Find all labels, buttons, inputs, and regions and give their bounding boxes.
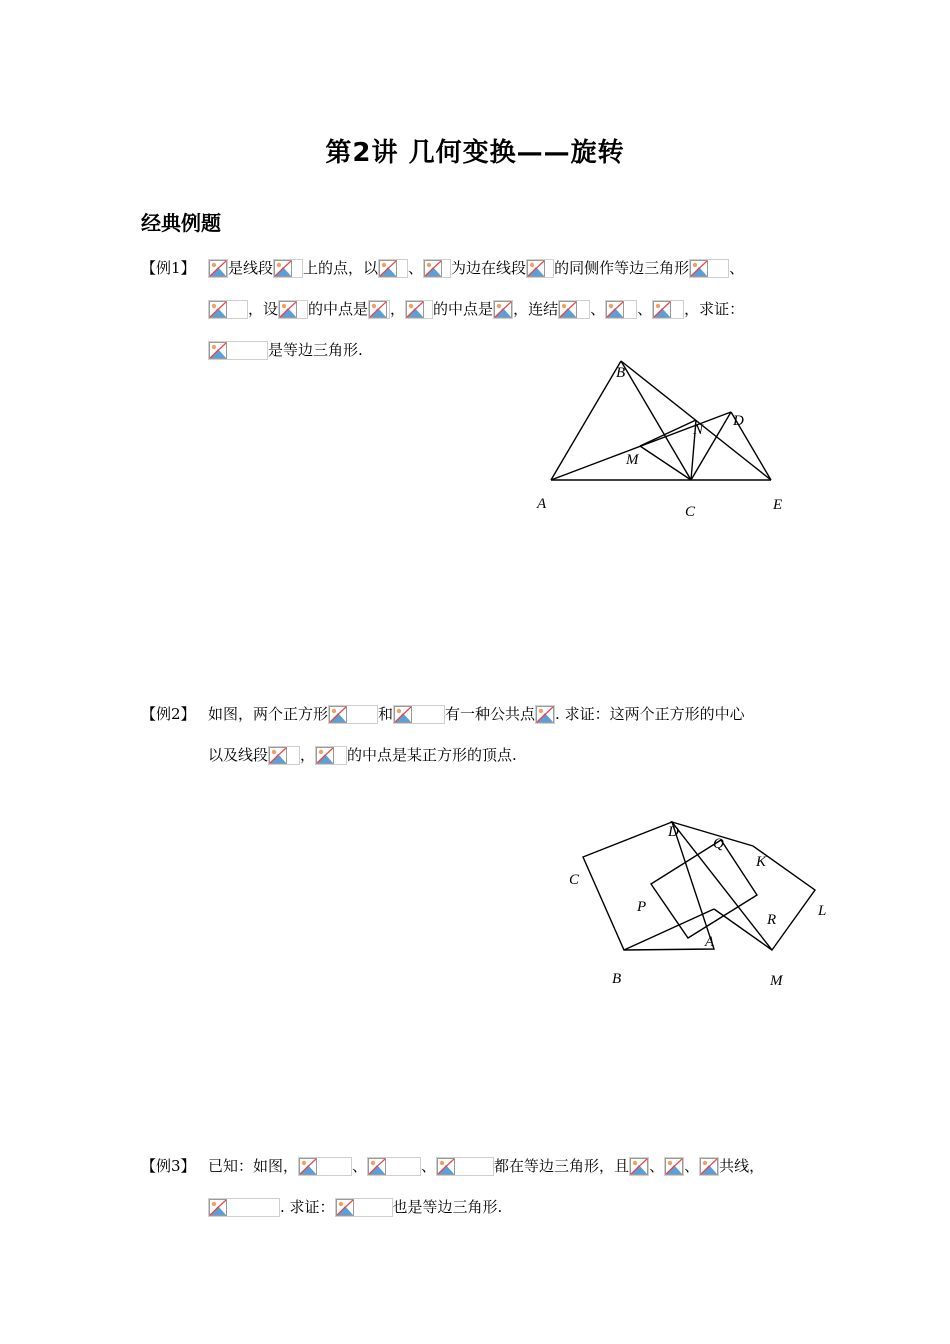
image-placeholder [699, 1157, 719, 1176]
label-B: B [612, 971, 622, 987]
text-run: 、 [421, 1157, 437, 1175]
label-R: R [767, 912, 777, 928]
segment-AM [714, 909, 772, 950]
image-placeholder [535, 705, 555, 724]
image-placeholder [208, 300, 248, 319]
image-placeholder [335, 1198, 393, 1217]
image-placeholder [278, 300, 308, 319]
image-placeholder [689, 259, 729, 278]
broken-image-icon [269, 747, 287, 764]
label-N: N [693, 422, 704, 438]
label-C: C [569, 872, 580, 888]
image-placeholder [605, 300, 637, 319]
label-Q: Q [713, 836, 724, 852]
broken-image-icon [653, 301, 671, 318]
example-1-line-2 [208, 298, 744, 320]
broken-image-icon [424, 260, 442, 277]
label-M: M [626, 452, 639, 468]
text-run: 是等边三角形. [268, 341, 363, 359]
example-2-line-1 [208, 703, 745, 725]
text-run: 如图，两个正方形 [208, 705, 329, 723]
label-M: M [770, 973, 783, 989]
text-run: 、 [352, 1157, 368, 1175]
label-D: D [668, 824, 679, 840]
broken-image-icon [209, 1199, 227, 1216]
text-run: 的同侧作等边三角形 [554, 259, 690, 277]
label-P: P [637, 899, 647, 915]
image-placeholder [208, 341, 268, 360]
broken-image-icon [700, 1158, 718, 1175]
image-placeholder [328, 705, 378, 724]
image-placeholder [405, 300, 433, 319]
example-2-figure [560, 810, 840, 995]
broken-image-icon [336, 1199, 354, 1216]
text-run: 、 [408, 259, 424, 277]
image-placeholder [378, 259, 408, 278]
image-placeholder [652, 300, 684, 319]
text-run: 也是等边三角形. [392, 1198, 503, 1216]
label-C: C [685, 504, 696, 520]
text-run: 已知：如图， [208, 1157, 299, 1175]
broken-image-icon [559, 301, 577, 318]
image-placeholder [208, 1198, 280, 1217]
text-run: 的中点是 [308, 300, 369, 318]
text-run: 、 [649, 1157, 665, 1175]
text-run: 为边在线段 [451, 259, 527, 277]
text-run: 、 [729, 259, 745, 277]
broken-image-icon [630, 1158, 648, 1175]
square-ABCD [583, 822, 714, 950]
text-run: 和 [378, 705, 394, 723]
text-run: 是线段 [228, 259, 274, 277]
broken-image-icon [494, 301, 512, 318]
broken-image-icon [329, 706, 347, 723]
broken-image-icon [606, 301, 624, 318]
text-run: 、 [590, 300, 606, 318]
label-L: L [818, 903, 827, 919]
broken-image-icon [274, 260, 292, 277]
label-E: E [773, 497, 783, 513]
example-2-tag: 【例2】 [141, 705, 196, 723]
label-A: A [705, 934, 715, 950]
broken-image-icon [406, 301, 424, 318]
example-1-figure [520, 350, 820, 530]
text-run: . 求证：这两个正方形的中心 [555, 705, 745, 723]
broken-image-icon [665, 1158, 683, 1175]
broken-image-icon [368, 1158, 386, 1175]
broken-image-icon [316, 747, 334, 764]
segment-MC [640, 446, 691, 480]
image-placeholder [273, 259, 303, 278]
text-run: 的中点是 [433, 300, 494, 318]
broken-image-icon [536, 706, 554, 723]
image-placeholder [526, 259, 554, 278]
broken-image-icon [369, 301, 387, 318]
text-run: 、 [684, 1157, 700, 1175]
broken-image-icon [690, 260, 708, 277]
example-1-tag: 【例1】 [141, 259, 196, 277]
image-placeholder [436, 1157, 494, 1176]
text-run: 有一种公共点 [445, 705, 536, 723]
image-placeholder [208, 259, 228, 278]
example-3-line-1 [208, 1155, 764, 1177]
image-placeholder [368, 300, 390, 319]
broken-image-icon [299, 1158, 317, 1175]
text-run: ， [300, 746, 316, 764]
text-run: 上的点，以 [303, 259, 379, 277]
text-run: 以及线段 [208, 746, 269, 764]
text-run: 、 [637, 300, 653, 318]
label-A: A [537, 496, 547, 512]
image-placeholder [558, 300, 590, 319]
broken-image-icon [437, 1158, 455, 1175]
page-title: 第2讲 几何变换——旋转 [325, 138, 625, 168]
image-placeholder [298, 1157, 352, 1176]
label-K: K [756, 854, 767, 870]
broken-image-icon [209, 301, 227, 318]
segment-AB [551, 361, 621, 480]
text-run: 共线， [719, 1157, 765, 1175]
label-D: D [733, 413, 744, 429]
text-run: ，设 [248, 300, 279, 318]
image-placeholder [268, 746, 300, 765]
section-heading: 经典例题 [141, 211, 221, 235]
broken-image-icon [394, 706, 412, 723]
broken-image-icon [279, 301, 297, 318]
image-placeholder [629, 1157, 649, 1176]
example-3-tag: 【例3】 [141, 1157, 196, 1175]
image-placeholder [315, 746, 347, 765]
broken-image-icon [209, 342, 227, 359]
square-PQRA [651, 840, 757, 938]
text-run: 都在等边三角形，且 [494, 1157, 630, 1175]
text-run: ，连结 [513, 300, 559, 318]
broken-image-icon [527, 260, 545, 277]
example-1-line-3 [208, 339, 363, 361]
image-placeholder [367, 1157, 421, 1176]
example-1-line-1 [208, 257, 744, 279]
label-B: B [616, 365, 626, 381]
example-3-line-2 [208, 1196, 502, 1218]
text-run: ，求证： [684, 300, 745, 318]
image-placeholder [393, 705, 445, 724]
example-2-line-2 [208, 744, 517, 766]
broken-image-icon [209, 260, 227, 277]
image-placeholder [493, 300, 513, 319]
image-placeholder [423, 259, 451, 278]
text-run: 的中点是某正方形的顶点. [347, 746, 517, 764]
text-run: . 求证： [280, 1198, 335, 1216]
broken-image-icon [379, 260, 397, 277]
text-run: ， [390, 300, 406, 318]
image-placeholder [664, 1157, 684, 1176]
